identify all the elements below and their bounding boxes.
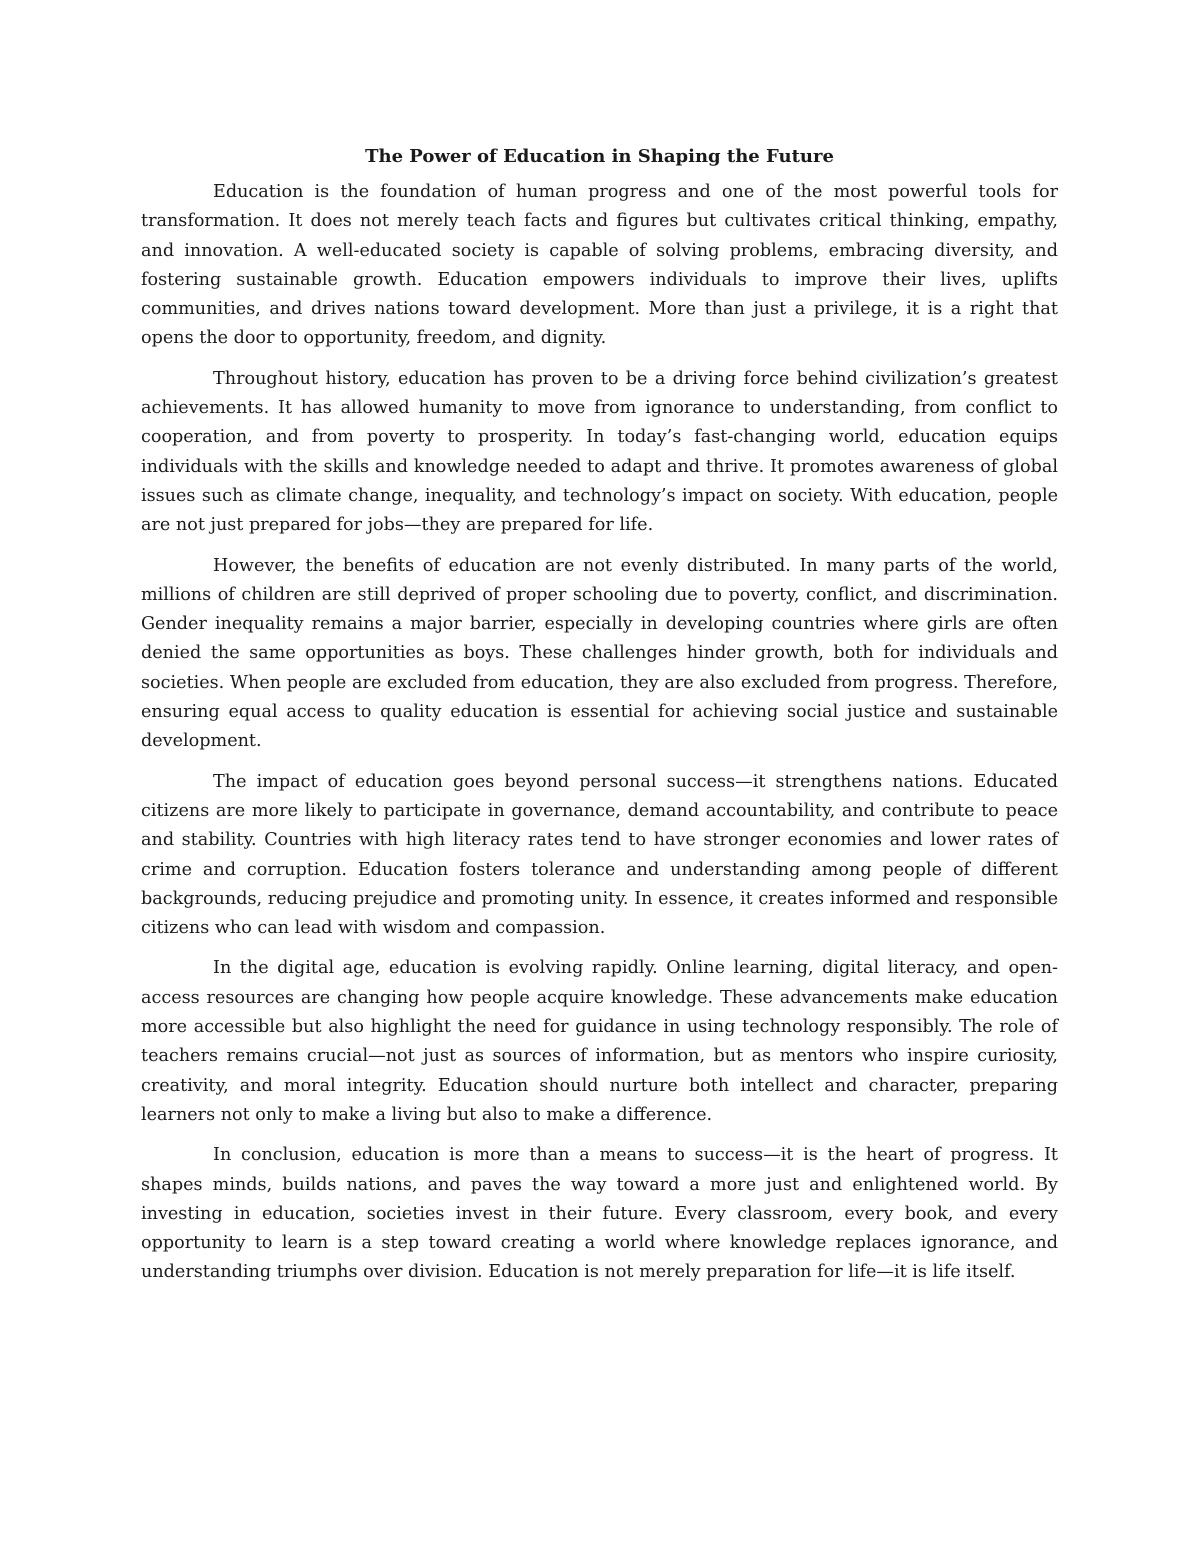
paragraph-6: In conclusion, education is more than a means to success—it is the heart of progress. It shapes minds, builds nations, and paves the way toward a more just and enlightened world. By investing in education, societies invest in their future. Every classroom, every book, and every opportunity to learn is a step toward creating a world where knowledge replaces ignorance, and understanding triumphs over division. Education is not merely preparation for life—it is life itself. xyxy=(141,1145,1058,1283)
paragraph-4: The impact of education goes beyond personal success—it strengthens nations. Educated citizens are more likely to participate in governance, demand accountability, and contribute to peace and stability. Countries with high literacy rates tend to have stronger economies and lower rates of crime and corruption. Education fosters tolerance and understanding among people of different backgrounds, reducing prejudice and promoting unity. In essence, it creates informed and responsible citizens who can lead with wisdom and compassion. xyxy=(141,771,1058,939)
document-title: The Power of Education in Shaping the Future xyxy=(365,146,834,167)
document-body xyxy=(141,142,1058,1299)
paragraph-1: Education is the foundation of human progress and one of the most powerful tools for transformation. It does not merely teach facts and figures but cultivates critical thinking, empathy, and innovation. A well-educated society is capable of solving problems, embracing diversity, and fostering sustainable growth. Education empowers individuals to improve their lives, uplifts communities, and drives nations toward development. More than just a privilege, it is a right that opens the door to opportunity, freedom, and dignity. xyxy=(141,182,1058,349)
paragraph-3: However, the benefits of education are not evenly distributed. In many parts of the world, millions of children are still deprived of proper schooling due to poverty, conflict, and discrimination. Gender inequality remains a major barrier, especially in developing countries where girls are often denied the same opportunities as boys. These challenges hinder growth, both for individuals and societies. When people are excluded from education, they are also excluded from progress. Therefore, ensuring equal access to quality education is essential for achieving social justice and sustainable development. xyxy=(141,555,1058,752)
paragraph-2: Throughout history, education has proven to be a driving force behind civilization’s greatest achievements. It has allowed humanity to move from ignorance to understanding, from conflict to cooperation, and from poverty to prosperity. In today’s fast-changing world, education equips individuals with the skills and knowledge needed to adapt and thrive. It promotes awareness of global issues such as climate change, inequality, and technology’s impact on society. With education, people are not just prepared for jobs—they are prepared for life. xyxy=(141,368,1058,536)
paragraph-5: In the digital age, education is evolving rapidly. Online learning, digital literacy, and open-access resources are changing how people acquire knowledge. These advancements make education more accessible but also highlight the need for guidance in using technology responsibly. The role of teachers remains crucial—not just as sources of information, but as mentors who inspire curiosity, creativity, and moral integrity. Education should nurture both intellect and character, preparing learners not only to make a living but also to make a difference. xyxy=(141,958,1058,1125)
